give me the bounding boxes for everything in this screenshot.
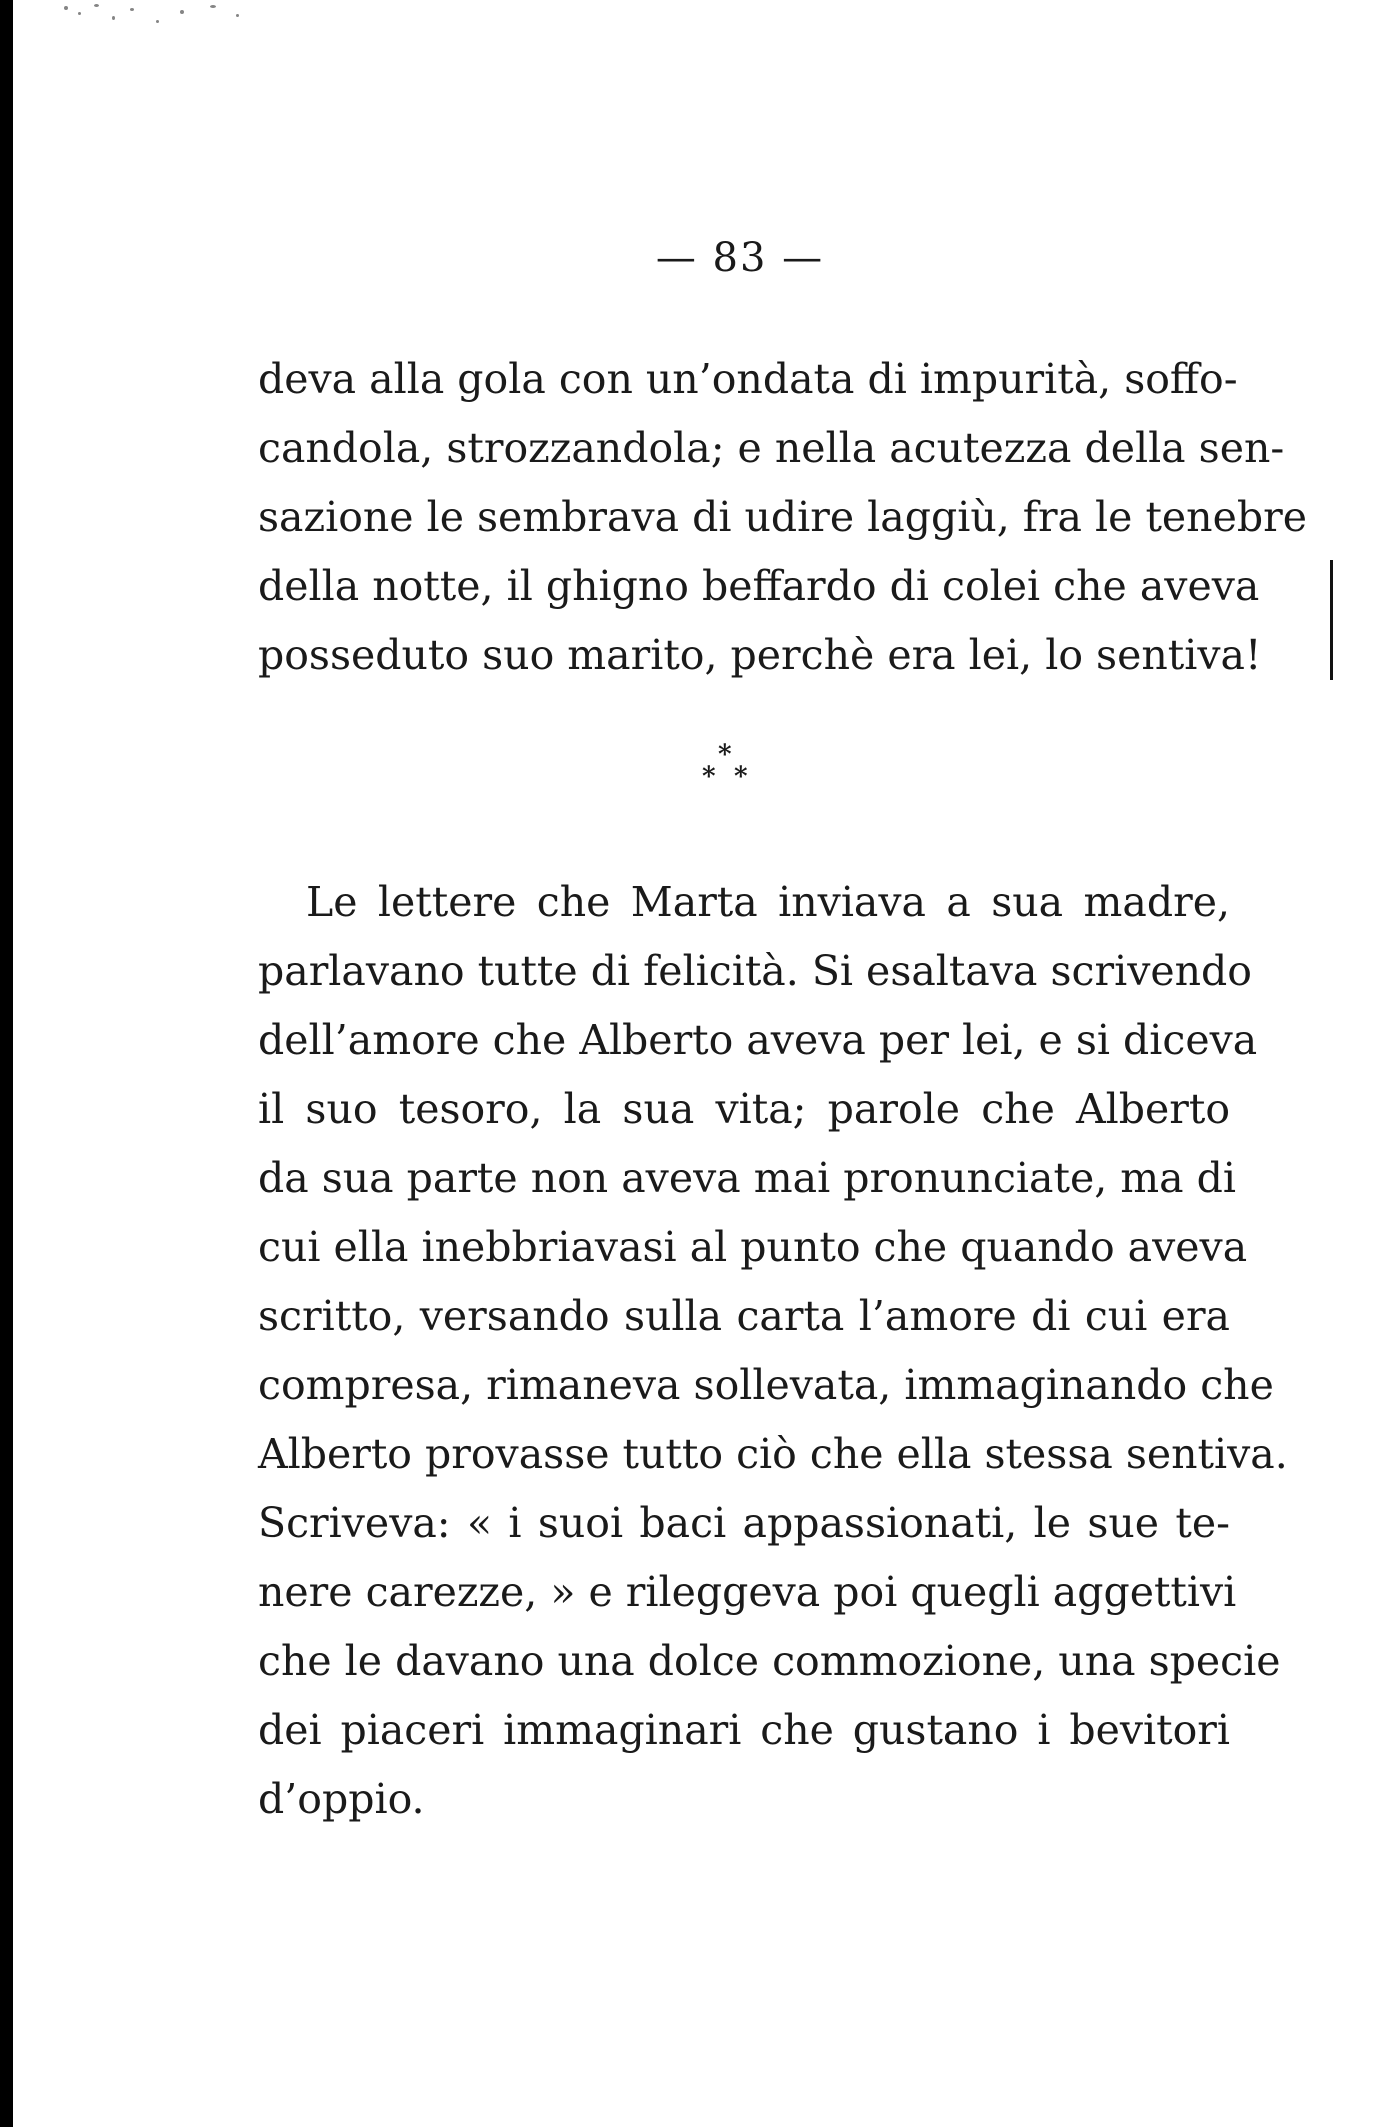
text-line: sazione le sembrava di udire laggiù, fra le tenebre: [258, 493, 1307, 541]
text-line: Le lettere che Marta inviava a sua madre,: [306, 878, 1230, 926]
text-line: della notte, il ghigno beffardo di colei che aveva: [258, 562, 1260, 610]
text-line: il suo tesoro, la sua vita; parole che Alberto: [258, 1085, 1230, 1133]
text-line: nere carezze, » e rileggeva poi quegli aggettivi: [258, 1568, 1237, 1616]
text-line: posseduto suo marito, perchè era lei, lo sentiva!: [258, 631, 1262, 679]
text-line: da sua parte non aveva mai pronunciate, ma di: [258, 1154, 1236, 1202]
scan-speck: [112, 16, 115, 20]
scan-speck: [130, 8, 134, 11]
paragraph-2: [258, 868, 1288, 1834]
text-line: Alberto provasse tutto ciò che ella stessa sentiva.: [258, 1430, 1288, 1478]
text-line: cui ella inebbriavasi al punto che quando aveva: [258, 1223, 1248, 1271]
scan-speck: [78, 12, 81, 15]
text-line: dei piaceri immaginari che gustano i bevitori: [258, 1706, 1230, 1754]
scan-speck: [156, 20, 159, 23]
text-line: parlavano tutte di felicità. Si esaltava scrivendo: [258, 947, 1252, 995]
text-line: d’oppio.: [258, 1775, 425, 1823]
margin-mark: [1330, 560, 1333, 680]
text-line: Scriveva: « i suoi baci appassionati, le sue te-: [258, 1499, 1230, 1547]
scan-noise: [60, 0, 290, 45]
text-line: compresa, rimaneva sollevata, immaginando che: [258, 1361, 1274, 1409]
text-line: candola, strozzandola; e nella acutezza della sen-: [258, 424, 1285, 472]
scan-speck: [64, 6, 68, 10]
separator-star: *: [702, 762, 716, 792]
scan-speck: [210, 5, 216, 8]
scan-binding-edge: [0, 0, 13, 2127]
scan-speck: [180, 10, 184, 14]
page-number: — 83 —: [655, 235, 825, 281]
text-line: dell’amore che Alberto aveva per lei, e si diceva: [258, 1016, 1258, 1064]
text-line: che le davano una dolce commozione, una specie: [258, 1637, 1281, 1685]
scan-speck: [94, 4, 99, 7]
scan-speck: [236, 14, 239, 17]
text-line: deva alla gola con un’ondata di impurità, soffo-: [258, 355, 1238, 403]
separator-star: *: [734, 762, 748, 792]
section-separator-asterism: [698, 742, 758, 812]
paragraph-1: [258, 345, 1307, 690]
text-line: scritto, versando sulla carta l’amore di cui era: [258, 1292, 1230, 1340]
separator-star: *: [718, 740, 732, 770]
